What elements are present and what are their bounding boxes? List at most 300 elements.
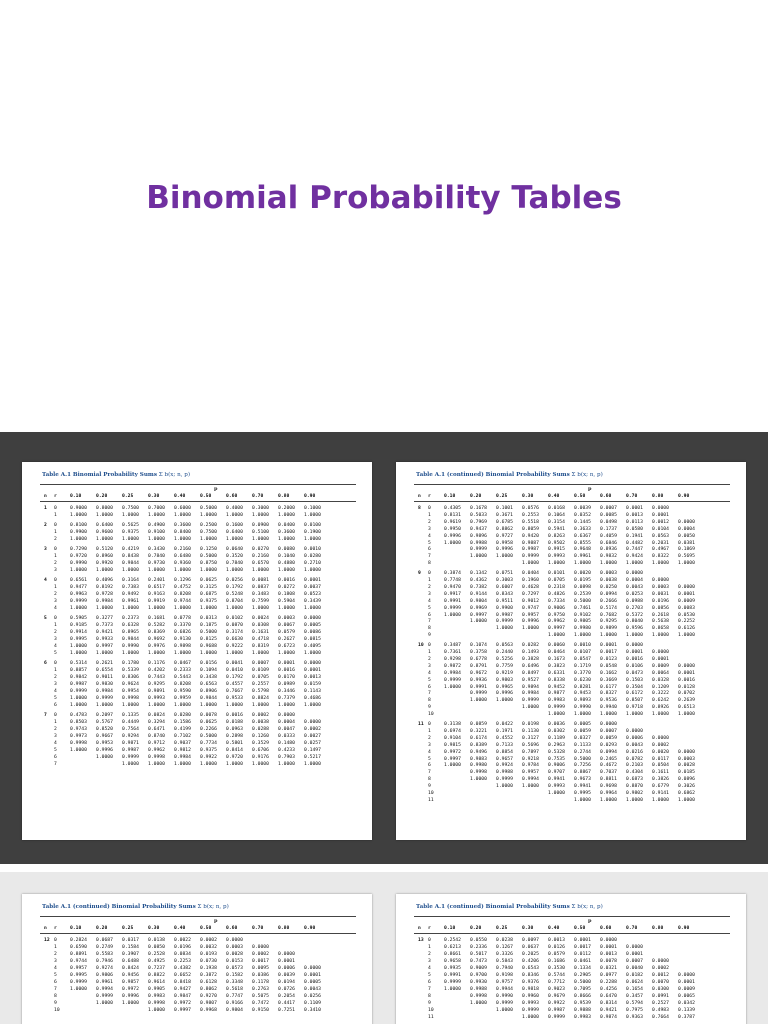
- table-row: [44, 754, 358, 761]
- cell-value: 0.9924: [496, 763, 513, 769]
- cell-value: 0.7940: [496, 966, 513, 971]
- cell-value: 1.0000: [278, 651, 295, 656]
- cell-value: 0.0000: [304, 661, 321, 666]
- r-value: 6: [428, 980, 431, 985]
- cell-value: 0.9980: [470, 763, 487, 769]
- cell-value: 0.9993: [522, 1001, 539, 1006]
- cell-value: 0.0001: [574, 938, 591, 943]
- cell-value: 0.8438: [122, 554, 139, 559]
- cell-value: 0.0548: [600, 663, 617, 669]
- cell-value: 0.9998: [122, 696, 139, 701]
- cell-value: 0.2000: [278, 506, 295, 511]
- cell-value: 0.0782: [626, 756, 643, 762]
- cell-value: 0.9424: [626, 554, 643, 560]
- cell-value: 0.2025: [522, 952, 539, 957]
- cell-value: 0.7975: [626, 1008, 643, 1013]
- cell-value: 0.9596: [626, 626, 643, 632]
- cell-value: 0.0000: [652, 959, 669, 964]
- cell-value: 1.0000: [70, 568, 87, 573]
- cell-value: 0.2465: [600, 756, 617, 762]
- cell-value: 0.2744: [574, 749, 591, 755]
- cell-value: 0.9960: [522, 994, 539, 999]
- cell-value: 0.5372: [626, 612, 643, 618]
- cell-value: 0.0461: [574, 959, 591, 964]
- cell-value: 0.6778: [470, 656, 487, 662]
- r-value: 3: [54, 599, 57, 604]
- cell-value: 1.0000: [70, 696, 87, 701]
- table-row: [44, 681, 358, 688]
- cell-value: 0.0020: [652, 749, 669, 755]
- table-row: [44, 993, 358, 1000]
- cell-value: 0.9707: [548, 770, 565, 776]
- cell-value: 0.9999: [522, 554, 539, 560]
- cell-value: 1.0000: [278, 762, 295, 767]
- cell-value: 0.1611: [652, 770, 669, 776]
- cell-value: 0.3348: [226, 980, 243, 985]
- cell-value: 0.6590: [70, 945, 87, 950]
- caption-text: Table A.1 (continued) Binomial Probability Sums: [416, 472, 570, 478]
- r-value: 3: [54, 637, 57, 642]
- cell-value: 0.4557: [226, 682, 243, 687]
- cell-value: 0.2528: [148, 952, 165, 957]
- table-row: [44, 536, 358, 543]
- header-p-value: 0.50: [200, 926, 212, 931]
- cell-value: 0.7564: [122, 727, 139, 732]
- table-row: [44, 567, 358, 574]
- cell-value: 0.0004: [278, 720, 295, 725]
- cell-value: 0.6561: [70, 578, 87, 583]
- cell-value: 0.2336: [470, 945, 487, 950]
- cell-value: 0.0000: [626, 945, 643, 950]
- cell-value: 0.9984: [96, 689, 113, 694]
- cell-value: 0.6723: [278, 644, 295, 649]
- cell-value: 0.3446: [278, 689, 295, 694]
- n-value: 9: [418, 571, 421, 577]
- table-page-3: [22, 894, 372, 1024]
- cell-value: 0.9832: [600, 554, 617, 560]
- cell-value: 0.0000: [678, 749, 695, 755]
- table-row: [44, 650, 358, 657]
- table-row: [44, 615, 358, 622]
- r-value: 4: [54, 644, 57, 649]
- cell-value: 0.0086: [304, 630, 321, 635]
- cell-value: 0.1480: [278, 741, 295, 746]
- table-row: [44, 695, 358, 702]
- caption-sum: Σ b(x; n, p): [569, 472, 603, 478]
- cell-value: 0.7535: [548, 756, 565, 762]
- cell-value: 0.8208: [174, 682, 191, 687]
- cell-value: 0.0196: [174, 945, 191, 950]
- header-index: n: [418, 926, 421, 931]
- cell-value: 0.0778: [174, 616, 191, 621]
- cell-value: 0.9614: [148, 980, 165, 985]
- table-row: [44, 584, 358, 591]
- cell-value: 0.9456: [122, 973, 139, 978]
- cell-value: 0.9804: [226, 1008, 243, 1013]
- r-value: 1: [428, 728, 431, 734]
- cell-value: 0.8100: [70, 523, 87, 528]
- cell-value: 0.6172: [626, 691, 643, 697]
- header-index: r: [428, 926, 431, 931]
- cell-value: 0.2763: [252, 987, 269, 992]
- cell-value: 1.0000: [70, 987, 87, 992]
- cell-value: 0.9995: [70, 973, 87, 978]
- cell-value: 0.4880: [278, 561, 295, 566]
- cell-value: 0.5767: [96, 720, 113, 725]
- cell-value: 0.0815: [304, 637, 321, 642]
- cell-value: 0.9984: [174, 755, 191, 760]
- cell-value: 0.0563: [652, 533, 669, 539]
- cell-value: 0.0280: [174, 713, 191, 718]
- cell-value: 0.5000: [200, 506, 217, 511]
- cell-value: 0.0001: [304, 973, 321, 978]
- cell-value: 0.0327: [574, 735, 591, 741]
- cell-value: 0.1681: [148, 616, 165, 621]
- cell-value: 0.0001: [678, 670, 695, 676]
- cell-value: 0.6367: [574, 533, 591, 539]
- cell-value: 0.9502: [548, 540, 565, 546]
- cell-value: 0.0097: [522, 938, 539, 943]
- cell-value: 0.9624: [122, 682, 139, 687]
- cell-value: 0.9804: [470, 598, 487, 604]
- cell-value: 0.0726: [278, 987, 295, 992]
- cell-value: 0.0000: [652, 650, 669, 655]
- cell-value: 0.1260: [252, 734, 269, 739]
- cell-value: 0.3164: [122, 578, 139, 583]
- cell-value: 0.3600: [174, 523, 191, 528]
- cell-value: 0.6000: [174, 506, 191, 511]
- cell-value: 0.9452: [548, 684, 565, 690]
- cell-value: 1.0000: [96, 703, 113, 708]
- r-value: 6: [428, 612, 431, 618]
- r-value: 6: [428, 763, 431, 769]
- cell-value: 0.0381: [678, 540, 695, 546]
- cell-value: 0.0003: [678, 756, 695, 762]
- cell-value: 0.9899: [600, 626, 617, 632]
- header-p-value: 0.30: [148, 494, 160, 499]
- cell-value: 1.0000: [122, 651, 139, 656]
- cell-value: 0.9360: [174, 561, 191, 566]
- r-value: 3: [428, 663, 431, 669]
- cell-value: 0.0000: [226, 938, 243, 943]
- cell-value: 0.4718: [252, 637, 269, 642]
- cell-value: 1.0000: [652, 797, 669, 803]
- r-value: 5: [54, 651, 57, 656]
- cell-value: 0.6974: [444, 728, 461, 734]
- cell-value: 0.0001: [678, 591, 695, 597]
- r-value: 8: [428, 777, 431, 783]
- cell-value: 0.0016: [626, 656, 643, 662]
- cell-value: 0.0036: [548, 722, 565, 727]
- cell-value: 0.0625: [200, 720, 217, 725]
- cell-value: 0.5941: [548, 526, 565, 532]
- cell-value: 0.1960: [522, 578, 539, 583]
- cell-value: 0.0005: [574, 722, 591, 727]
- cell-value: 0.5000: [200, 630, 217, 635]
- cell-value: 0.0070: [652, 980, 669, 985]
- cell-value: 0.9511: [496, 598, 513, 604]
- cell-value: 0.6570: [252, 561, 269, 566]
- cell-value: 0.7037: [600, 770, 617, 776]
- cell-value: 1.0000: [226, 762, 243, 767]
- cell-value: 0.0168: [548, 506, 565, 511]
- table-row: [44, 951, 358, 958]
- cell-value: 0.1586: [174, 720, 191, 725]
- cell-value: 0.9847: [174, 994, 191, 999]
- cell-value: 0.9935: [444, 966, 461, 971]
- n-value: 11: [418, 722, 424, 727]
- cell-value: 0.0123: [600, 656, 617, 662]
- cell-value: 0.9166: [226, 1001, 243, 1006]
- cell-value: 0.9037: [174, 741, 191, 746]
- cell-value: 0.4482: [626, 540, 643, 546]
- header-p-value: 0.70: [252, 494, 264, 499]
- cell-value: 0.9983: [548, 698, 565, 704]
- cell-value: 1.0000: [252, 762, 269, 767]
- cell-value: 0.0078: [600, 959, 617, 964]
- cell-value: 0.2266: [200, 727, 217, 732]
- cell-value: 0.9375: [200, 748, 217, 753]
- r-value: 2: [428, 735, 431, 741]
- cell-value: 0.0003: [226, 945, 243, 950]
- cell-value: 1.0000: [70, 644, 87, 649]
- header-p-value: 0.60: [600, 926, 612, 931]
- cell-value: 0.0580: [626, 526, 643, 532]
- cell-value: 0.0003: [652, 584, 669, 590]
- cell-value: 0.8338: [548, 677, 565, 683]
- cell-value: 0.7379: [278, 696, 295, 701]
- cell-value: 0.9894: [522, 684, 539, 690]
- cell-value: 0.5583: [96, 952, 113, 957]
- cell-value: 0.0043: [626, 742, 643, 748]
- table-row: [418, 972, 732, 979]
- cell-value: 0.9877: [548, 691, 565, 697]
- cell-value: 0.5328: [548, 749, 565, 755]
- cell-value: 0.7667: [226, 689, 243, 694]
- cell-value: 1.0000: [470, 619, 487, 625]
- cell-value: 0.0002: [304, 727, 321, 732]
- cell-value: 0.9976: [148, 644, 165, 649]
- cell-value: 0.9887: [522, 540, 539, 546]
- r-value: 5: [54, 973, 57, 978]
- cell-value: 0.0000: [652, 735, 669, 741]
- cell-value: 0.3410: [304, 1008, 321, 1013]
- cell-value: 0.3277: [96, 616, 113, 621]
- cell-value: 0.3826: [652, 777, 669, 783]
- r-value: 1: [54, 720, 57, 725]
- cell-value: 0.0547: [574, 656, 591, 662]
- cell-value: 0.4233: [278, 748, 295, 753]
- cell-value: 0.0702: [678, 691, 695, 697]
- cell-value: 0.9962: [548, 619, 565, 625]
- cell-value: 0.9747: [522, 605, 539, 611]
- cell-value: 0.8192: [96, 585, 113, 590]
- cell-value: 0.9922: [548, 1001, 565, 1006]
- cell-value: 0.2618: [652, 612, 669, 618]
- cell-value: 0.4219: [122, 547, 139, 552]
- cell-value: 0.9533: [226, 696, 243, 701]
- cell-value: 0.0080: [278, 547, 295, 552]
- r-value: 7: [54, 762, 57, 767]
- cell-value: 0.0837: [252, 585, 269, 590]
- cell-value: 0.9815: [444, 742, 461, 748]
- cell-value: 0.9270: [200, 994, 217, 999]
- cell-value: 0.9997: [96, 644, 113, 649]
- cell-value: 0.0257: [304, 741, 321, 746]
- cell-value: 0.2253: [174, 959, 191, 964]
- cell-value: 1.0000: [522, 561, 539, 567]
- r-value: 0: [54, 616, 57, 621]
- cell-value: 0.3430: [148, 547, 165, 552]
- r-value: 1: [428, 650, 431, 655]
- cell-value: 0.0196: [652, 598, 669, 604]
- table-row: [44, 719, 358, 726]
- cell-value: 0.0016: [226, 713, 243, 718]
- cell-value: 0.9999: [548, 705, 565, 711]
- cell-value: 0.0328: [652, 677, 669, 683]
- cell-value: 0.7759: [496, 663, 513, 669]
- r-value: 9: [428, 1001, 431, 1006]
- header-p-value: 0.60: [600, 494, 612, 499]
- cell-value: 1.0000: [496, 784, 513, 790]
- cell-value: 0.9712: [148, 741, 165, 746]
- cell-value: 0.9477: [70, 585, 87, 590]
- cell-value: 1.0000: [70, 537, 87, 542]
- cell-value: 0.8327: [600, 691, 617, 697]
- cell-value: 0.9844: [200, 696, 217, 701]
- cell-value: 0.9991: [470, 684, 487, 690]
- table-row: [44, 674, 358, 681]
- cell-value: 0.2103: [626, 763, 643, 769]
- table-row: [44, 726, 358, 733]
- cell-value: 1.0000: [678, 712, 695, 718]
- r-value: 2: [54, 630, 57, 635]
- cell-value: 0.0100: [304, 523, 321, 528]
- cell-value: 0.9984: [444, 670, 461, 676]
- cell-value: 1.0000: [626, 633, 643, 639]
- table-row: [44, 986, 358, 993]
- cell-value: 0.9896: [470, 533, 487, 539]
- cell-value: 0.0027: [304, 734, 321, 739]
- table-row: [44, 712, 358, 719]
- table-row: [44, 598, 358, 605]
- caption-sum: Σ b(x; n, p): [195, 904, 229, 910]
- header-p-value: 0.40: [548, 926, 560, 931]
- cell-value: 0.5217: [304, 755, 321, 760]
- cell-value: 0.1875: [200, 623, 217, 628]
- cell-value: 1.0000: [678, 561, 695, 567]
- cell-value: 0.0687: [96, 938, 113, 943]
- cell-value: 0.5000: [574, 756, 591, 762]
- r-value: 9: [428, 633, 431, 639]
- cell-value: 0.1296: [174, 578, 191, 583]
- cell-value: 0.8418: [174, 980, 191, 985]
- n-value: 12: [44, 938, 50, 943]
- cell-value: 0.0185: [678, 770, 695, 776]
- cell-value: 1.0000: [96, 606, 113, 611]
- cell-value: 0.9023: [548, 987, 565, 992]
- cell-value: 0.4206: [522, 959, 539, 964]
- cell-value: 0.0010: [304, 547, 321, 552]
- cell-value: 0.0001: [278, 661, 295, 666]
- cell-value: 0.0001: [600, 945, 617, 950]
- cell-value: 0.0988: [626, 598, 643, 604]
- cell-value: 0.0102: [226, 616, 243, 621]
- cell-value: 0.3003: [496, 578, 513, 583]
- r-value: 6: [428, 547, 431, 553]
- cell-value: 0.1678: [470, 506, 487, 511]
- table-slide-2: [0, 872, 768, 1024]
- cell-value: 0.1941: [626, 533, 643, 539]
- r-value: 0: [428, 938, 431, 943]
- r-value: 3: [54, 959, 57, 964]
- cell-value: 0.6513: [678, 705, 695, 711]
- cell-value: 0.0321: [600, 966, 617, 971]
- cell-value: 0.7290: [70, 547, 87, 552]
- table-row: [418, 944, 732, 951]
- cell-value: 0.6480: [174, 554, 191, 559]
- cell-value: 0.6007: [496, 584, 513, 590]
- header-p-value: 0.25: [496, 926, 508, 931]
- cell-value: 0.8414: [226, 748, 243, 753]
- cell-value: 0.9688: [200, 644, 217, 649]
- cell-value: 0.7473: [470, 959, 487, 964]
- cell-value: 1.0000: [548, 633, 565, 639]
- cell-value: 0.7712: [548, 980, 565, 985]
- r-value: 5: [428, 756, 431, 762]
- cell-value: 0.0059: [574, 728, 591, 734]
- cell-value: 1.0000: [278, 606, 295, 611]
- cell-value: 0.5798: [252, 689, 269, 694]
- cell-value: 0.0016: [678, 677, 695, 683]
- cell-value: 0.0138: [148, 938, 165, 943]
- cell-value: 0.9376: [522, 980, 539, 985]
- cell-value: 0.5120: [96, 547, 113, 552]
- cell-value: 0.9996: [96, 748, 113, 753]
- cell-value: 0.1040: [278, 554, 295, 559]
- cell-value: 1.0000: [252, 606, 269, 611]
- cell-value: 0.0473: [626, 670, 643, 676]
- cell-value: 0.0751: [496, 571, 513, 577]
- cell-value: 0.7237: [148, 966, 165, 971]
- cell-value: 0.9988: [496, 770, 513, 776]
- cell-value: 1.0000: [70, 703, 87, 708]
- table-row: [418, 1000, 732, 1007]
- cell-value: 0.9999: [96, 696, 113, 701]
- cell-value: 0.0009: [652, 663, 669, 669]
- cell-value: 0.2542: [444, 938, 461, 943]
- cell-value: 1.0000: [574, 712, 591, 718]
- header-p-value: 0.80: [652, 494, 664, 499]
- cell-value: 0.9176: [252, 755, 269, 760]
- cell-value: 0.4059: [600, 533, 617, 539]
- cell-value: 0.0288: [252, 727, 269, 732]
- cell-value: 0.9218: [522, 756, 539, 762]
- cell-value: 0.8059: [522, 526, 539, 532]
- cell-value: 0.5000: [200, 734, 217, 739]
- r-value: 2: [54, 561, 57, 566]
- header-p-value: 0.50: [574, 494, 586, 499]
- r-value: 1: [54, 945, 57, 950]
- header-p-value: 0.30: [148, 926, 160, 931]
- n-value: 7: [44, 713, 47, 718]
- cell-value: 0.2031: [652, 540, 669, 546]
- cell-value: 1.0000: [652, 633, 669, 639]
- cell-value: 0.0037: [304, 585, 321, 590]
- cell-value: 0.0576: [522, 506, 539, 511]
- cell-value: 0.0001: [626, 952, 643, 957]
- cell-value: 1.0000: [226, 703, 243, 708]
